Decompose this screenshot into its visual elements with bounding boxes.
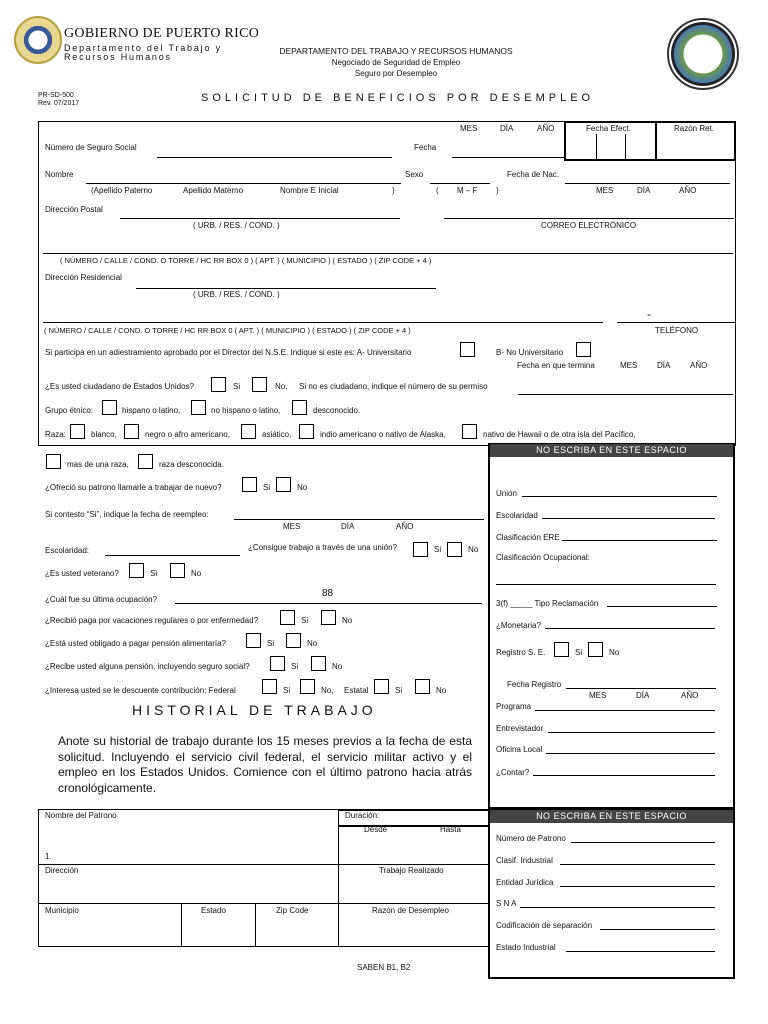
office-tipo-field[interactable] [607,606,717,607]
emp-row-divider-1 [38,864,489,865]
ssn-field[interactable] [157,157,392,158]
fecha-label: Fecha [414,143,437,152]
paren-close: ) [392,186,395,195]
zip: Zip Code [276,906,309,915]
emp-row-divider-2 [38,903,489,904]
office-union-field[interactable] [522,496,717,497]
vacaciones-no: No [342,616,353,625]
ciudadano-si-checkbox[interactable] [211,377,226,392]
no-univ-label: B- No Universitario [496,348,564,357]
reempleo-field[interactable] [234,519,484,520]
office-header-2: NO ESCRIBA EN ESTE ESPACIO [490,810,733,823]
hispano-label: hispano o latino, [122,406,181,415]
no-hispano-label: no hispano o latino, [211,406,281,415]
raza-desc-checkbox[interactable] [138,454,153,469]
center-line1: DEPARTAMENTO DEL TRABAJO Y RECURSOS HUMANOS [279,46,513,56]
office-registro: Registro S. E. [496,648,546,657]
office-entrevistador-field[interactable] [548,732,715,733]
patrono-no-checkbox[interactable] [276,477,291,492]
form-code: PR-SD-500 [38,92,74,99]
ocupacion-field[interactable] [175,603,482,604]
registro-si-checkbox[interactable] [554,642,569,657]
raza-label: Raza: [45,430,66,439]
raza-desc-label: raza desconocida. [159,460,224,469]
phone-dash: - [647,307,651,321]
correo-label: CORREO ELECTRÓNICO [541,221,637,230]
historial-paragraph: Anote su historial de trabajo durante los 15 meses previos a la fecha de esta solicitud. Incluyendo el servicio civil federal, el servicio militar activo y el empleo en los Estados Unidos. Comience con el último patrono hacia atrás cronológicamente. [58,734,472,795]
estatal-label: Estatal [344,686,369,695]
desde: Desde [364,825,388,834]
urb2: ( URB. / RES. / COND. ) [193,290,280,299]
office-programa-field[interactable] [535,710,715,711]
pension-si: Si [291,662,299,671]
veterano-no: No [191,569,202,578]
estatal-no: No [436,686,447,695]
nac-ano: AÑO [679,186,697,195]
razon: Razón de Desempleo [372,906,449,915]
desconocido-checkbox[interactable] [292,400,307,415]
reempleo-ano: AÑO [396,522,414,531]
office-clasif-ind: Clasif. Industrial [496,856,553,865]
office-sna: S N A [496,899,517,908]
estado: Estado [201,906,226,915]
registro-dia: DÍA [636,691,650,700]
union-no: No [468,545,479,554]
pension-alim-no-checkbox[interactable] [286,633,301,648]
fecha-field[interactable] [452,157,564,158]
ap-paterno: (Apellido Paterno [91,186,153,195]
registro-no: No [609,648,620,657]
ssn-label: Número de Seguro Social [45,143,137,152]
vacaciones-no-checkbox[interactable] [321,610,336,625]
no-hispano-checkbox[interactable] [191,400,206,415]
blanco-checkbox[interactable] [70,424,85,439]
form-title: SOLICITUD DE BENEFICIOS POR DESEMPLEO [201,92,595,104]
main-form-box [38,121,736,446]
office-estado-ind: Estado Industrial [496,943,556,952]
sexo-label: Sexo [405,170,424,179]
dept-line2: Recursos Humanos [64,52,172,62]
ciudadano-no: No, [275,382,288,391]
pension-no-checkbox[interactable] [311,656,326,671]
sexo-field[interactable] [430,183,490,184]
nombre-inicial: Nombre E Inicial [280,186,339,195]
registro-ano: AÑO [681,691,699,700]
hispano-checkbox[interactable] [102,400,117,415]
estatal-si-checkbox[interactable] [374,679,389,694]
union-si-checkbox[interactable] [413,542,428,557]
si-contesto-label: Si contesto “Si”, indique la fecha de reempleo: [45,510,209,519]
form-rev: Rev. 07/2017 [38,100,80,107]
row-num: 1. [45,852,52,861]
telefono-label: TELÉFONO [655,326,699,335]
adiestramiento-label: Si participa en un adiestramiento aprobado por el Director del N.S.E. Indique si este es: A- Universitario [45,348,412,357]
office-contar: ¿Contar? [496,768,530,777]
hasta: Hasta [440,825,461,834]
department-logo-icon [667,18,739,90]
ciudadano-si: Si [233,382,241,391]
union-label: ¿Consigue trabajo a través de una unión? [248,543,397,552]
fecha-nac-field[interactable] [565,183,730,184]
universitario-checkbox[interactable] [460,342,475,357]
office-cod-sep: Codificación de separación [496,921,593,930]
reempleo-dia: DÍA [341,522,355,531]
federal-si-checkbox[interactable] [262,679,277,694]
employer-table [38,809,489,947]
indio-label: indio americano o nativo de Alaska, [320,430,446,439]
federal-si: Si [283,686,291,695]
fecha-efect-seg1 [596,134,597,161]
mf-label: M – F [457,186,478,195]
nombre-label: Nombre [45,170,74,179]
office-escolaridad-field[interactable] [542,518,715,519]
termina-ano: AÑO [690,361,708,370]
office-entrevistador: Entrevistador [496,724,544,733]
office-sna-field[interactable] [520,907,715,908]
vacaciones-si: Si [301,616,309,625]
patrono-label: ¿Ofreció su patrono llamarle a trabajar de nuevo? [45,483,222,492]
office-clas-ere: Clasificación ERE [496,533,560,542]
dir-postal-label: Dirección Postal [45,205,103,214]
emp-col-divider [338,809,339,947]
pension-alim-si: Si [267,639,275,648]
fecha-efect-label: Fecha Efect. [586,124,631,133]
correo-field[interactable] [444,218,734,219]
federal-no: No, [321,686,334,695]
ocupacion-label: ¿Cuál fue su última ocupación? [45,595,158,604]
office-monetaria: ¿Monetaria? [496,621,541,630]
mas-raza-label: mas de una raza, [67,460,129,469]
office-escolaridad: Escolaridad [496,511,538,520]
fecha-efect-divider [655,121,657,161]
office-header-1: NO ESCRIBA EN ESTE ESPACIO [490,444,733,457]
patrono-si: Si [263,483,271,492]
office-monetaria-field[interactable] [545,628,715,629]
permiso-label: Si no es ciudadano, indique el número de su permiso [299,382,488,391]
asiatico-label: asiático, [262,430,292,439]
veterano-label: ¿Es usted veterano? [45,569,119,578]
office-estado-ind-field[interactable] [566,951,715,952]
veterano-si-checkbox[interactable] [129,563,144,578]
asiatico-checkbox[interactable] [241,424,256,439]
veterano-no-checkbox[interactable] [170,563,185,578]
ciudadano-no-checkbox[interactable] [252,377,267,392]
emp-col-zip [255,903,256,947]
estatal-no-checkbox[interactable] [415,679,430,694]
nombre-field[interactable] [86,183,401,184]
office-fecha-registro-field[interactable] [566,688,716,689]
fecha-termina-label: Fecha en que termina [517,361,595,370]
pension-label: ¿Recibe usted alguna pensión, incluyendo seguro social? [45,662,250,671]
negro-label: negro o afro americano, [145,430,230,439]
address-line1-field[interactable] [43,253,733,254]
reempleo-mes: MES [283,522,301,531]
termina-dia: DÍA [657,361,671,370]
office-num-patrono-field[interactable] [571,842,715,843]
paren-close2: ) [496,186,499,195]
dir-postal-field[interactable] [120,218,400,219]
gov-title: GOBIERNO DE PUERTO RICO [64,26,260,41]
negro-checkbox[interactable] [124,424,139,439]
veterano-si: Si [150,569,158,578]
top-mes: MES [460,124,478,133]
patrono-no: No [297,483,308,492]
center-line2: Negociado de Seguridad de Empleo [331,58,461,67]
permiso-field[interactable] [518,394,733,395]
vacaciones-si-checkbox[interactable] [280,610,295,625]
office-num-patrono: Número de Patrono [496,834,566,843]
addr-line1-caption: ( NÚMERO / CALLE / COND. O TORRE / HC RR BOX 0 ) ( APT. ) ( MUNICIPIO ) ( ESTADO ) ( ZIP CODE + 4 ) [60,256,432,265]
nac-mes: MES [596,186,614,195]
vacaciones-label: ¿Recibió paga por vacaciones regulares o por enfermedad? [45,616,259,625]
pension-si-checkbox[interactable] [270,656,285,671]
office-union: Unión [496,489,517,498]
fecha-efect-seg2 [625,134,626,161]
pension-no: No [332,662,343,671]
office-entidad-field[interactable] [560,886,715,887]
dept-line1: Departamento del Trabajo y [64,43,222,53]
office-clas-ocup: Clasificación Ocupacional: [496,553,590,562]
center-line3: Seguro por Desempleo [354,69,438,78]
pension-alim-si-checkbox[interactable] [246,633,261,648]
federal-no-checkbox[interactable] [300,679,315,694]
emp-col-estado [181,903,182,947]
office-entidad: Entidad Jurídica [496,878,554,887]
nombre-patrono: Nombre del Patrono [45,811,117,820]
office-clas-ocup-field[interactable] [496,584,716,585]
top-dia: DÍA [500,124,514,133]
paren-open: ( [436,186,439,195]
escolaridad-label: Escolaridad: [45,546,90,555]
registro-mes: MES [589,691,607,700]
ap-materno: Apellido Materno [183,186,244,195]
hawaii-label: nativo de Hawaii o de otra isla del Pacífico, [483,430,636,439]
estatal-si: Si [395,686,403,695]
direccion: Dirección [45,866,79,875]
registro-si: Si [575,648,583,657]
escolaridad-field[interactable] [105,555,240,556]
ocupacion-value: 88 [322,588,334,599]
office-programa: Programa [496,702,532,711]
mas-raza-checkbox[interactable] [46,454,61,469]
office-fecha-registro: Fecha Registro [507,680,562,689]
office-clas-ere-field[interactable] [562,540,717,541]
grupo-label: Grupo étnico: [45,406,94,415]
pension-alim-label: ¿Está usted obligado a pagar pensión alimentaría? [45,639,227,648]
dir-res-label: Dirección Residencial [45,273,122,282]
puerto-rico-seal-icon [14,16,62,64]
urb1: ( URB. / RES. / COND. ) [193,221,280,230]
termina-mes: MES [620,361,638,370]
desconocido-label: desconocido. [313,406,361,415]
duracion: Duración: [345,811,380,820]
dir-res-field[interactable] [136,288,436,289]
office-oficina-field[interactable] [546,753,715,754]
pension-alim-no: No [307,639,318,648]
office-oficina: Oficina Local [496,745,543,754]
trabajo: Trabajo Realizado [379,866,444,875]
union-no-checkbox[interactable] [447,542,462,557]
registro-no-checkbox[interactable] [588,642,603,657]
no-universitario-checkbox[interactable] [576,342,591,357]
contribucion-label: ¿Interesa usted se le descuente contribución: Federal [45,686,236,695]
office-tipo: 3(f) _____ Tipo Reclamación [496,599,599,608]
office-cod-sep-field[interactable] [600,929,715,930]
hawaii-checkbox[interactable] [462,424,477,439]
indio-checkbox[interactable] [299,424,314,439]
top-ano: AÑO [537,124,555,133]
office-clasif-ind-field[interactable] [560,864,715,865]
telefono-field[interactable] [617,322,735,323]
fecha-nac-label: Fecha de Nac. [507,170,560,179]
ciudadano-label: ¿Es usted ciudadano de Estados Unidos? [45,382,194,391]
blanco-label: blanco, [91,430,117,439]
addr-line2-caption: ( NÚMERO / CALLE / COND. O TORRE / HC RR BOX 0 ( APT. ) ( MUNICIPIO ) ( ESTADO ) ( ZIP CODE + 4 ) [44,326,411,335]
footer-code: SABEN B1, B2 [357,963,411,972]
union-si: Si [434,545,442,554]
razon-ret-label: Razón Ret. [674,124,715,133]
nac-dia: DÍA [637,186,651,195]
office-contar-field[interactable] [533,775,715,776]
municipio: Municipio [45,906,79,915]
historial-title: HISTORIAL DE TRABAJO [132,702,377,718]
patrono-si-checkbox[interactable] [242,477,257,492]
address-line2-field[interactable] [43,322,603,323]
